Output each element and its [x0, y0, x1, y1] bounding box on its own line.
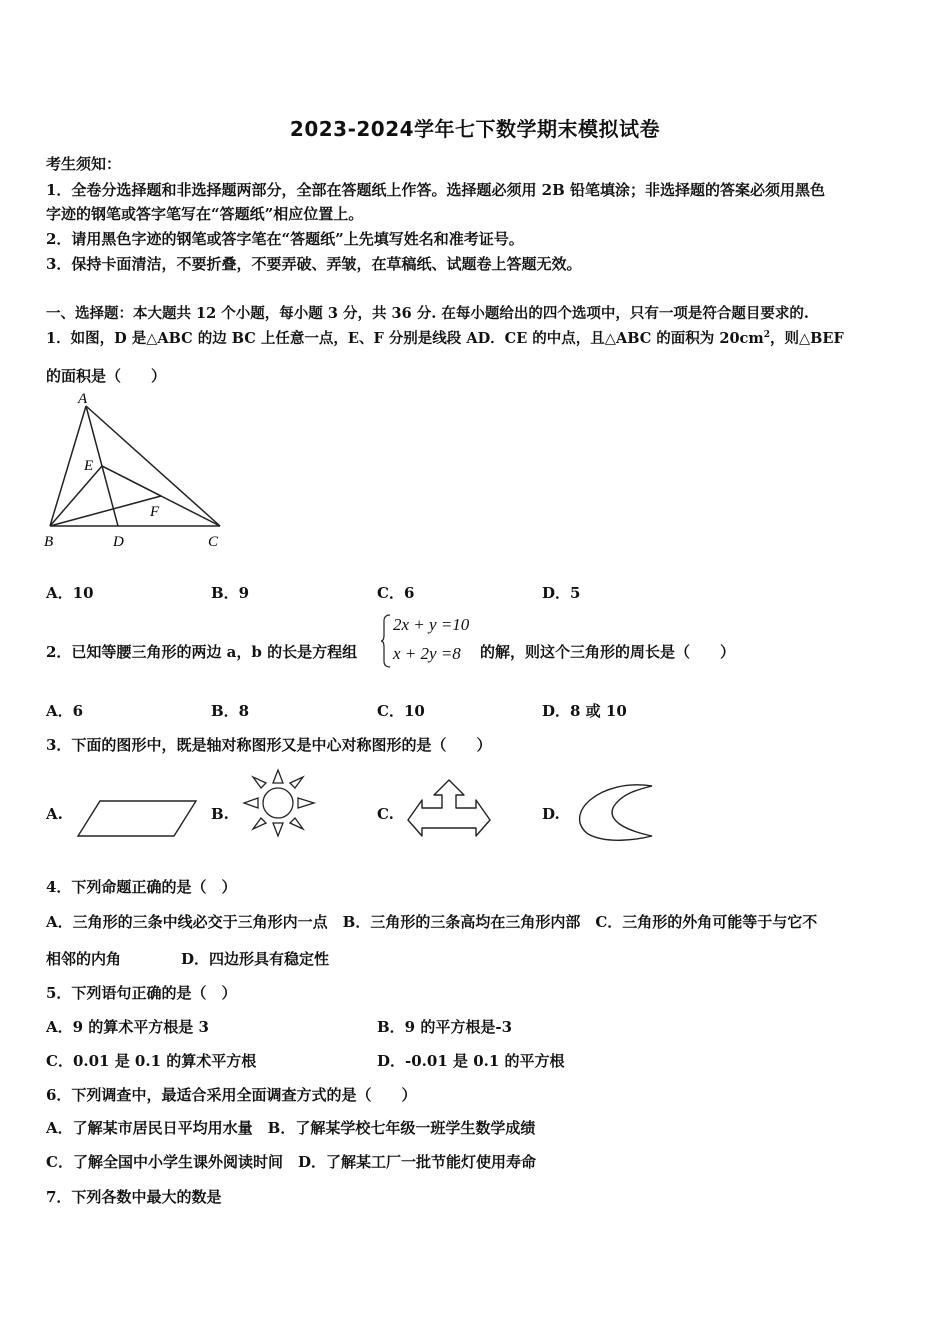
q5-option-d[interactable]: D．-0.01 是 0.1 的平方根 — [377, 1052, 565, 1070]
q2-stem-pre: 2．已知等腰三角形的两边 a，b 的长是方程组 — [46, 643, 358, 661]
q5-option-a[interactable]: A．9 的算术平方根是 3 — [46, 1018, 209, 1036]
q1-stem-line1: 1．如图，D 是△ABC 的边 BC 上任意一点，E、F 分别是线段 AD．CE 的中点，且△ABC 的面积为 $20cm^2$，则△BEF — [46, 330, 844, 347]
label-b: B — [44, 534, 54, 550]
q2-stem-post: 的解，则这个三角形的周长是（ ） — [480, 643, 736, 661]
page-title: 2023-2024学年七下数学期末模拟试卷 — [289, 117, 661, 141]
q2-option-b[interactable]: B．8 — [211, 702, 250, 720]
notice-line: 2．请用黑色字迹的钢笔或答字笔在“答题纸”上先填写姓名和准考证号。 — [46, 230, 524, 248]
q3-stem: 3．下面的图形中，既是轴对称图形又是中心对称图形的是（ ） — [46, 736, 492, 754]
q6-options-line2[interactable]: C．了解全国中小学生课外阅读时间 D．了解某工厂一批节能灯使用寿命 — [46, 1153, 536, 1171]
q1-triangle-figure — [40, 388, 240, 560]
parallelogram-icon — [74, 798, 200, 840]
label-e: E — [84, 458, 94, 474]
q6-stem: 6．下列调查中，最适合采用全面调查方式的是（ ） — [46, 1086, 417, 1104]
q3-option-a-label[interactable]: A. — [46, 805, 63, 823]
q7-stem: 7．下列各数中最大的数是 — [46, 1188, 222, 1206]
notice-line: 1．全卷分选择题和非选择题两部分，全部在答题纸上作答。选择题必须用 2B 铅笔填涂；非选择题的答案必须用黑色 — [46, 181, 826, 199]
q3-option-c-label[interactable]: C. — [377, 805, 394, 823]
q3-option-d-label[interactable]: D. — [542, 805, 560, 823]
q1-stem-line2: 的面积是（ ） — [46, 367, 167, 385]
q6-options-line1[interactable]: A．了解某市居民日平均用水量 B．了解某学校七年级一班学生数学成绩 — [46, 1119, 536, 1137]
q1-option-b[interactable]: B．9 — [211, 584, 250, 602]
q2-equation-1: 2x + y =10 — [393, 615, 470, 634]
arrows-icon — [404, 778, 494, 842]
q1-option-d[interactable]: D．5 — [542, 584, 581, 602]
brace-icon — [380, 613, 392, 669]
label-a: A — [78, 391, 88, 407]
q1-option-a[interactable]: A．10 — [46, 584, 94, 602]
notice-line: 3．保持卡面清洁，不要折叠，不要弄破、弄皱，在草稿纸、试题卷上答题无效。 — [46, 255, 582, 273]
q5-option-b[interactable]: B．9 的平方根是-3 — [377, 1018, 513, 1036]
section-heading: 一、选择题：本大题共 12 个小题，每小题 3 分，共 36 分. 在每小题给出的四个选项中，只有一项是符合题目要求的. — [46, 305, 809, 322]
q4-stem: 4．下列命题正确的是（ ） — [46, 878, 237, 896]
q5-option-c[interactable]: C．0.01 是 0.1 的算术平方根 — [46, 1052, 257, 1070]
q2-option-c[interactable]: C．10 — [377, 702, 425, 720]
q2-option-a[interactable]: A．6 — [46, 702, 84, 720]
sun-icon — [236, 766, 320, 840]
q1-option-c[interactable]: C．6 — [377, 584, 415, 602]
label-c: C — [208, 534, 219, 550]
q5-stem: 5．下列语句正确的是（ ） — [46, 984, 237, 1002]
crescent-icon — [566, 782, 658, 842]
q4-options-line2[interactable]: 相邻的内角 D．四边形具有稳定性 — [46, 950, 330, 968]
q3-option-b-label[interactable]: B. — [211, 805, 229, 823]
q4-options-line1[interactable]: A．三角形的三条中线必交于三角形内一点 B．三角形的三条高均在三角形内部 C．三角形的外角可能等于与它不 — [46, 913, 818, 931]
notice-line: 字迹的钢笔或答字笔写在“答题纸”相应位置上。 — [46, 205, 364, 223]
label-d: D — [113, 534, 124, 550]
label-f: F — [150, 504, 160, 520]
q2-equation-2: x + 2y =8 — [393, 644, 461, 663]
notice-heading: 考生须知： — [46, 155, 122, 173]
q2-option-d[interactable]: D．8 或 10 — [542, 702, 627, 720]
